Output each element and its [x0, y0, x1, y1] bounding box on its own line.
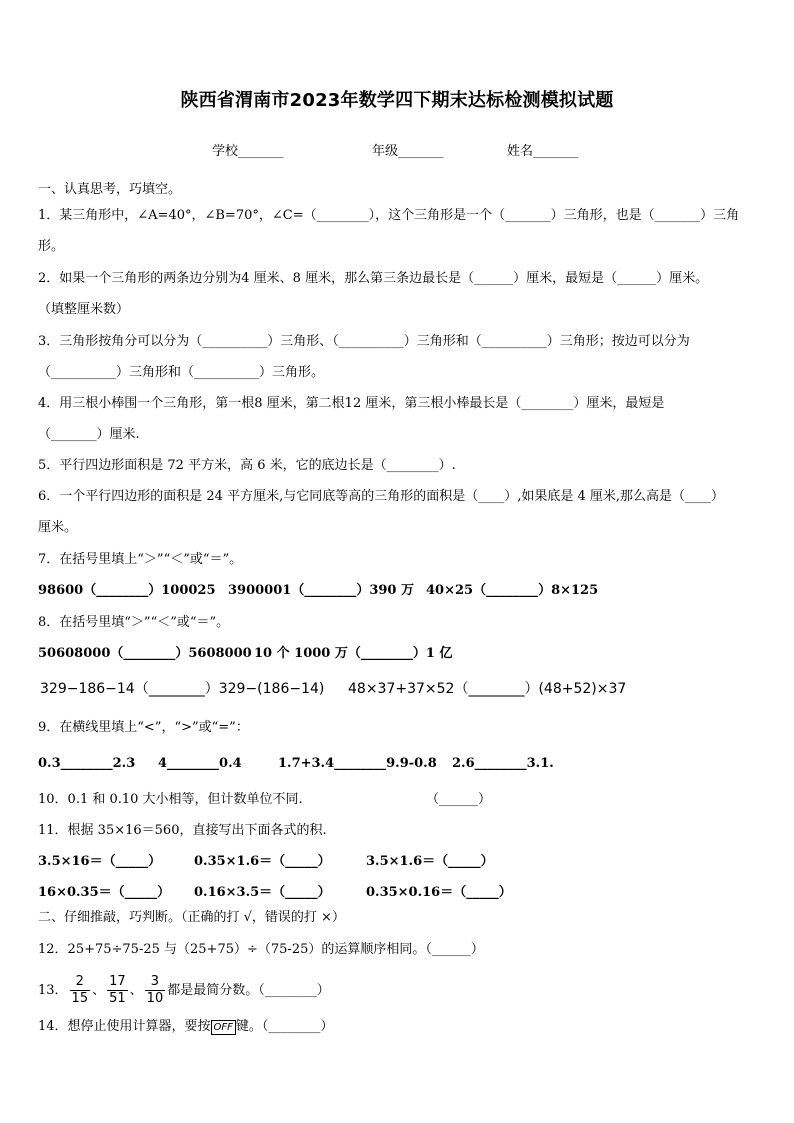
question-1-line-1: 1．某三角形中，∠A=40°，∠B=70°，∠C=（________），这个三角形是一个（_______）三角形，也是（_______）三角: [38, 208, 740, 223]
question-9-item-4: 2.6________3.1.: [452, 756, 554, 771]
question-6-line-1: 6．一个平行四边形的面积是 24 平方厘米,与它同底等高的三角形的面积是（____）,如果底是 4 厘米,那么高是（____）: [38, 489, 725, 504]
question-11-line-1: 11．根据 35×16＝560，直接写出下面各式的积.: [38, 823, 327, 838]
question-9-item-2: 4________0.4: [158, 756, 242, 771]
question-9-item-1: 0.3________2.3: [38, 756, 136, 771]
section-2-heading: 二、仔细推敲，巧判断。（正确的打 √，错误的打 ×）: [38, 910, 345, 925]
question-3-line-2: （__________）三角形和（__________）三角形。: [38, 365, 325, 380]
question-10: 10．0.1 和 0.10 大小相等，但计数单位不同.: [38, 792, 303, 807]
question-11-row2-item-3: 0.35×0.16＝（_____）: [366, 885, 512, 900]
question-8-line-1: 8．在括号里填“＞”“＜”或“＝”。: [38, 615, 230, 630]
off-key-icon: OFF: [211, 1020, 236, 1035]
question-14-suffix: 键。（________）: [235, 1019, 334, 1034]
question-8-math-b: 48×37+37×52（________）(48+52)×37: [348, 681, 627, 697]
school-field[interactable]: 学校_______: [212, 144, 284, 159]
name-field[interactable]: 姓名_______: [507, 144, 579, 159]
question-5: 5．平行四边形面积是 72 平方米，高 6 米，它的底边长是（________）.: [38, 458, 456, 473]
question-8-item-2: 10 个 1000 万（________）1 亿: [254, 646, 453, 661]
question-9-line-1: 9．在横线里填上“<”，“>”或“=”：: [38, 720, 249, 735]
fraction-1: [70, 974, 91, 1007]
question-6-line-2: 厘米。: [38, 520, 78, 535]
question-7-item-2: 3900001（________）390 万: [228, 583, 414, 598]
fraction-3-denominator: 10: [146, 991, 164, 1006]
question-12: 12．25+75÷75-25 与（25+75）÷（75-25）的运算顺序相同。（______）: [38, 942, 484, 957]
question-10-blank[interactable]: （______）: [426, 792, 492, 807]
question-13: [38, 970, 330, 1012]
fraction-3: [145, 974, 166, 1007]
question-14: [38, 1018, 333, 1036]
question-1-line-2: 形。: [38, 239, 65, 254]
question-2-line-2: （填整厘米数）: [38, 302, 130, 317]
question-14-prefix: 14．想停止使用计算器，要按: [38, 1019, 211, 1034]
question-11-row1-item-2: 0.35×1.6＝（_____）: [194, 854, 331, 869]
fraction-1-numerator: 2: [70, 974, 91, 991]
fraction-2-numerator: 17: [109, 974, 126, 989]
question-8-item-1: 50608000（________）5608000: [38, 646, 252, 661]
question-7-item-3: 40×25（________）8×125: [426, 583, 599, 598]
fraction-separator: 、: [92, 983, 106, 998]
question-11-row2-item-1: 16×0.35＝（_____）: [38, 885, 171, 900]
question-2-line-1: 2．如果一个三角形的两条边分别为4 厘米、8 厘米，那么第三条边最长是（______）厘米，最短是（______）厘米。: [38, 271, 709, 286]
page-title: 陕西省渭南市2023年数学四下期末达标检测模拟试题: [180, 90, 614, 111]
question-11-row1-item-3: 3.5×1.6＝（_____）: [366, 854, 494, 869]
question-8-math-a: 329−186−14（________）329−(186−14): [40, 681, 325, 697]
question-13-suffix: 都是最简分数。（________）: [167, 983, 330, 998]
question-11-row1-item-1: 3.5×16＝（_____）: [38, 854, 162, 869]
question-4-line-2: （_______）厘米.: [38, 427, 140, 442]
question-3-line-1: 3．三角形按角分可以分为（__________）三角形、（__________）三角形和（__________）三角形；按边可以分为: [38, 334, 690, 349]
question-7-line-1: 7．在括号里填上“＞”“＜”或“＝”。: [38, 552, 243, 567]
question-13-prefix: 13．: [38, 983, 68, 998]
question-7-item-1: 98600（________）100025: [38, 583, 216, 598]
question-11-row2-item-2: 0.16×3.5＝（_____）: [194, 885, 331, 900]
grade-field[interactable]: 年级_______: [372, 144, 444, 159]
question-4-line-1: 4．用三根小棒围一个三角形，第一根8 厘米，第二根12 厘米，第三根小棒最长是（________）厘米，最短是: [38, 396, 665, 411]
fraction-3-numerator: 3: [145, 974, 166, 991]
fraction-2-denominator: 51: [109, 991, 126, 1006]
fraction-separator: 、: [129, 983, 143, 998]
fraction-1-denominator: 15: [71, 991, 89, 1006]
section-1-heading: 一、认真思考，巧填空。: [38, 182, 182, 197]
fraction-2: [107, 974, 128, 1007]
question-9-item-3: 1.7+3.4________9.9-0.8: [278, 756, 437, 771]
